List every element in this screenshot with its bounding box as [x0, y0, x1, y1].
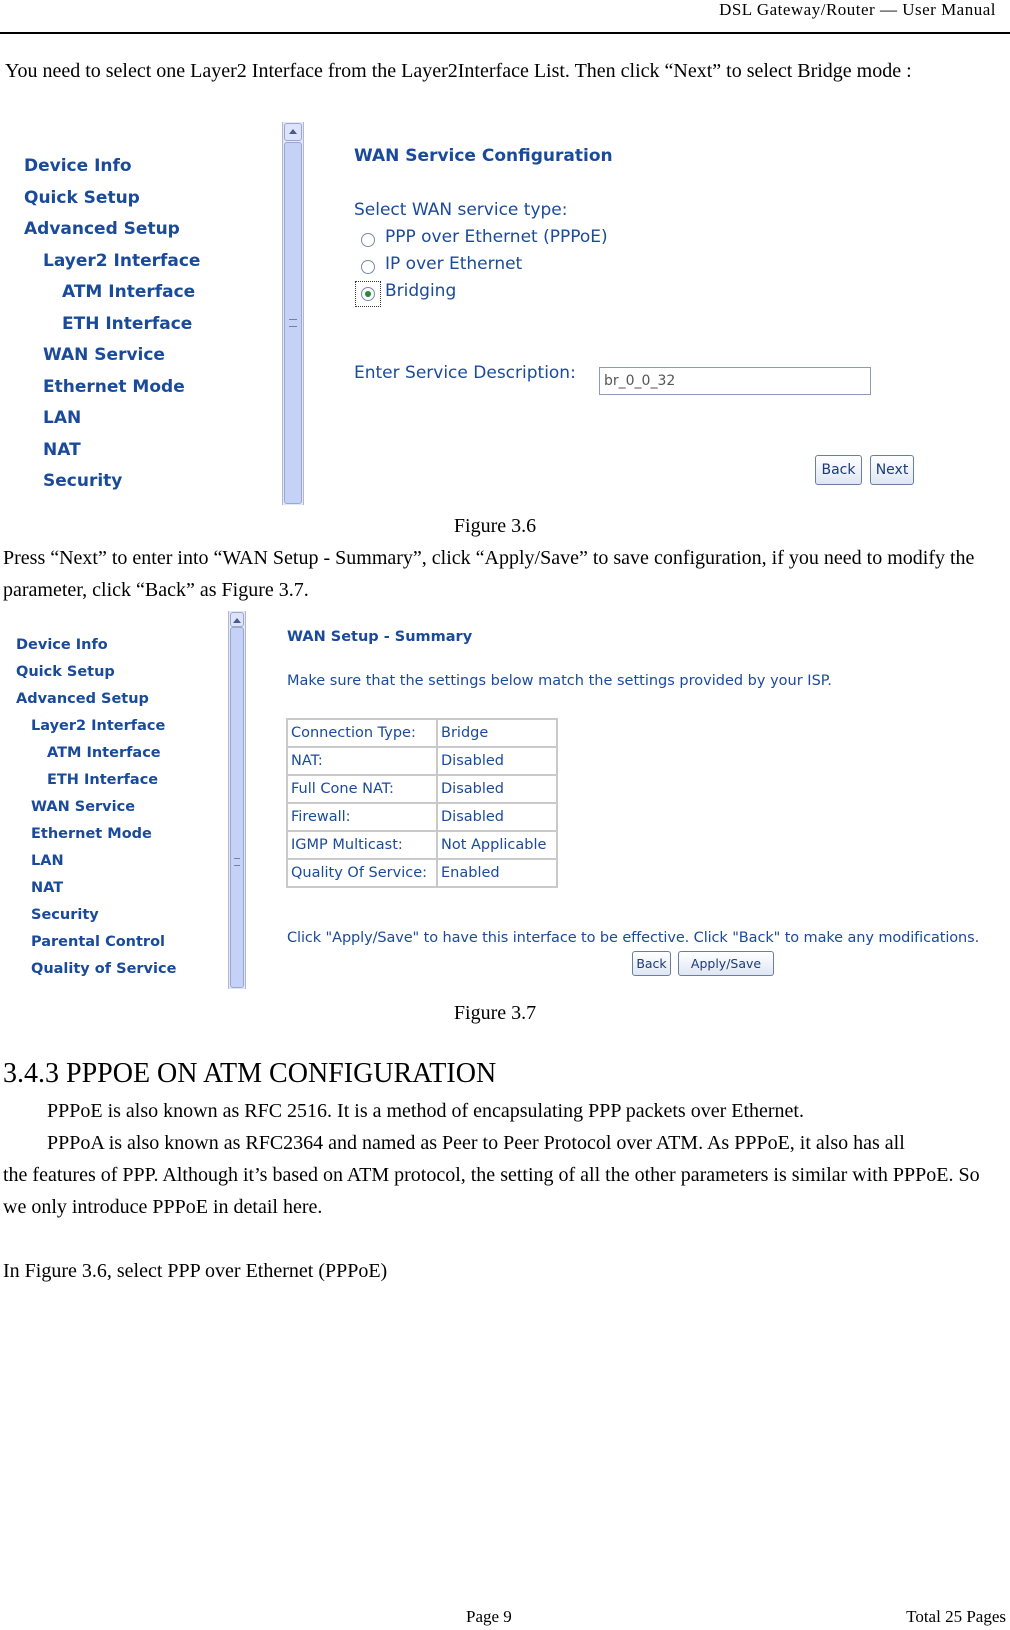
- nav-atm-interface[interactable]: ATM Interface: [47, 745, 161, 761]
- summary-instructions-paragraph: Press “Next” to enter into “WAN Setup - Summary”, click “Apply/Save” to save configuration, if you need to modify the parameter, click “Back” as Figure 3.7.: [3, 547, 975, 601]
- nav-advanced-setup[interactable]: Advanced Setup: [16, 691, 149, 707]
- nav-wan-service[interactable]: WAN Service: [31, 799, 136, 815]
- scroll-up-arrow-icon[interactable]: [284, 123, 302, 141]
- option-ipoe-label: IP over Ethernet: [385, 254, 523, 274]
- back-button[interactable]: Back: [632, 951, 671, 976]
- nav-layer2-interface[interactable]: Layer2 Interface: [43, 251, 201, 271]
- nav-security[interactable]: Security: [31, 907, 99, 923]
- figure-3-7-screenshot: [0, 611, 1010, 991]
- nav-nat[interactable]: NAT: [43, 440, 81, 460]
- sidebar-scrollbar[interactable]: [282, 122, 304, 505]
- nav-device-info[interactable]: Device Info: [24, 156, 132, 176]
- select-pppoe-instruction: In Figure 3.6, select PPP over Ethernet (PPPoE): [3, 1260, 388, 1282]
- nav-ethernet-mode[interactable]: Ethernet Mode: [31, 826, 152, 842]
- nav-lan[interactable]: LAN: [43, 408, 82, 428]
- nav-quick-setup[interactable]: Quick Setup: [24, 188, 140, 208]
- nav-advanced-setup[interactable]: Advanced Setup: [24, 219, 180, 239]
- row-value: Disabled: [437, 775, 557, 803]
- manual-header: DSL Gateway/Router — User Manual: [719, 0, 996, 19]
- sidebar-scrollbar[interactable]: [228, 611, 246, 989]
- nav-lan[interactable]: LAN: [31, 853, 64, 869]
- intro-paragraph: You need to select one Layer2 Interface from the Layer2Interface List. Then click “Next” to select Bridge mode :: [5, 60, 912, 82]
- section-heading: 3.4.3 PPPOE ON ATM CONFIGURATION: [3, 1058, 497, 1089]
- back-button[interactable]: Back: [815, 455, 862, 485]
- row-value: Not Applicable: [437, 831, 557, 859]
- page-number: Page 9: [466, 1607, 512, 1626]
- nav-wan-service[interactable]: WAN Service: [43, 345, 165, 365]
- figure-3-6-screenshot: [0, 122, 1010, 507]
- apply-save-button[interactable]: Apply/Save: [678, 951, 774, 976]
- service-description-input[interactable]: [599, 367, 871, 395]
- row-value: Enabled: [437, 859, 557, 887]
- apply-save-note: Click "Apply/Save" to have this interface to be effective. Click "Back" to make any modifications.: [287, 930, 980, 946]
- radio-ipoe[interactable]: [361, 260, 375, 274]
- pppoa-paragraph-first-line: PPPoA is also known as RFC2364 and named as Peer to Peer Protocol over ATM. As PPPoE, it also has all: [47, 1132, 905, 1154]
- nav-layer2-interface[interactable]: Layer2 Interface: [31, 718, 166, 734]
- nav-atm-interface[interactable]: ATM Interface: [62, 282, 196, 302]
- select-service-type-label: Select WAN service type:: [354, 200, 568, 220]
- nav-quality-of-service[interactable]: Quality of Service: [31, 961, 177, 977]
- wan-service-config-title: WAN Service Configuration: [354, 146, 613, 166]
- figure-3-7-caption: Figure 3.7: [453, 1002, 537, 1024]
- table-row: [287, 859, 557, 887]
- nav-device-info[interactable]: Device Info: [16, 637, 108, 653]
- figure-3-6-caption: Figure 3.6: [453, 515, 537, 537]
- row-label: Quality Of Service:: [287, 859, 437, 887]
- wan-setup-summary-title: WAN Setup - Summary: [287, 629, 473, 645]
- scroll-up-arrow-icon[interactable]: [230, 612, 244, 627]
- nav-ethernet-mode[interactable]: Ethernet Mode: [43, 377, 185, 397]
- nav-nat[interactable]: NAT: [31, 880, 64, 896]
- summary-table: [286, 718, 558, 888]
- next-button[interactable]: Next: [870, 455, 914, 485]
- row-label: IGMP Multicast:: [287, 831, 437, 859]
- row-label: Firewall:: [287, 803, 437, 831]
- pppoa-paragraph-rest: the features of PPP. Although it’s based on ATM protocol, the setting of all the other parameters is similar with PPPoE. So we only introduce PPPoE in detail here.: [3, 1164, 980, 1218]
- row-value: Disabled: [437, 747, 557, 775]
- table-row: [287, 775, 557, 803]
- row-value: Disabled: [437, 803, 557, 831]
- radio-bridging[interactable]: [361, 287, 375, 301]
- nav-security[interactable]: Security: [43, 471, 123, 491]
- nav-eth-interface[interactable]: ETH Interface: [47, 772, 159, 788]
- header-rule: [0, 32, 1010, 34]
- scroll-thumb[interactable]: [230, 627, 244, 988]
- total-pages: Total 25 Pages: [906, 1607, 1006, 1626]
- service-description-label: Enter Service Description:: [354, 363, 576, 383]
- row-label: Full Cone NAT:: [287, 775, 437, 803]
- option-bridging-label: Bridging: [385, 281, 457, 301]
- table-row: [287, 747, 557, 775]
- scroll-thumb[interactable]: [284, 142, 302, 504]
- radio-pppoe[interactable]: [361, 233, 375, 247]
- pppoe-paragraph: PPPoE is also known as RFC 2516. It is a method of encapsulating PPP packets over Ethernet.: [47, 1100, 804, 1122]
- row-label: Connection Type:: [287, 719, 437, 747]
- table-row: [287, 803, 557, 831]
- table-row: [287, 719, 557, 747]
- option-pppoe-label: PPP over Ethernet (PPPoE): [385, 227, 608, 247]
- nav-eth-interface[interactable]: ETH Interface: [62, 314, 193, 334]
- table-row: [287, 831, 557, 859]
- row-label: NAT:: [287, 747, 437, 775]
- row-value: Bridge: [437, 719, 557, 747]
- nav-quick-setup[interactable]: Quick Setup: [16, 664, 115, 680]
- nav-parental-control[interactable]: Parental Control: [31, 934, 166, 950]
- summary-subtitle: Make sure that the settings below match the settings provided by your ISP.: [287, 673, 832, 689]
